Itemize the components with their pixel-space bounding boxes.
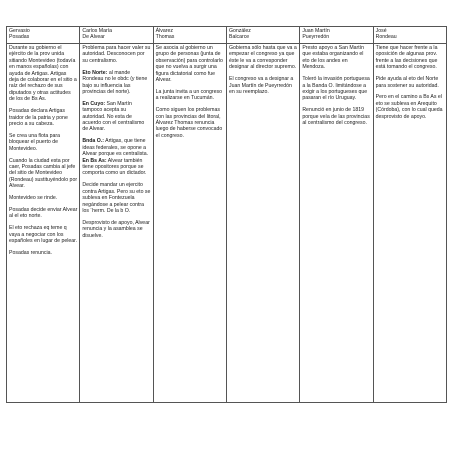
header-cell-alvarez-thomas — [153, 27, 226, 44]
header-line: Thomas — [155, 34, 175, 41]
header-row — [7, 27, 447, 44]
paragraph: Posadas renuncia. — [9, 250, 52, 257]
paragraph: Decide mandar un ejercito contra Artigas. Pero su eto se subleva en Fontezuela negándose a pelear contra los ¨herm. De la b O. — [82, 182, 151, 214]
header-line: Álvarez — [155, 28, 173, 34]
paragraph-text: San Martín tampoco acepta su autoridad. No esta de acuerdo con el centralismo de Alvear. — [82, 100, 145, 133]
header-line: González — [228, 28, 251, 34]
paragraph: Cuando la ciudad esta por caer, Posadas cambia al jefe del sitio de Montevideo (Rondeau) sustituyéndolo por Alvear. — [9, 157, 78, 190]
content-row — [7, 44, 447, 403]
header-line: Gervasio — [9, 28, 30, 34]
paragraph: La junta invita a un congreso a realizarse en Tucumán. — [155, 88, 222, 102]
header-line: Balcarce — [228, 34, 250, 41]
header-line: Juan Martín — [302, 28, 330, 34]
header-cell-posadas — [7, 27, 80, 44]
content-cell-alvarez-thomas — [153, 44, 226, 403]
paragraph-label: En Bs As: — [82, 157, 107, 164]
paragraph — [82, 101, 150, 133]
header-line: Posadas — [9, 34, 30, 41]
paragraph: Pide ayuda al eto del Norte para sostener su autoridad. — [375, 76, 439, 89]
content-cell-balcarce — [226, 44, 299, 403]
paragraph: Montevideo se rinde. — [9, 195, 58, 202]
header-cell-rondeau — [373, 27, 446, 44]
paragraph: Gobierna sólo hasta que va a empezar el congreso ya que éste le va a corresponder designar al director supremo. — [228, 45, 297, 71]
paragraph: Desprovisto de apoyo, Alvear renuncia y la asamblea se disuelve. — [82, 219, 150, 239]
paragraph: Toleró la invasión portuguesa a la Banda O. limitándose a exigir a los portugueses que pasaran el río Uruguay. — [302, 76, 370, 102]
paragraph: El eto rechaza eq teme q vaya a negociar con los españoles en lugar de pelear. — [9, 225, 78, 245]
paragraph-label: En Cuyo: — [82, 100, 106, 107]
paragraph — [82, 158, 150, 177]
paragraph: El congreso va a designar a Juan Martín de Pueyrredón en su reemplazo. — [228, 76, 294, 95]
paragraph: Posadas decide enviar Alvear al el eto norte. — [9, 207, 78, 220]
paragraph-text: Alvear también tiene opositores porque se comporta como un dictador. — [82, 157, 147, 177]
content-cell-pueyrredon — [300, 44, 373, 403]
header-line: Carlos María — [82, 28, 113, 34]
paragraph-text: al mande Rondeau no le obdc (y tiene bajo su influencia las provincias del norte). — [82, 69, 148, 95]
paragraph: Tiene que hacer frente a la oposición de algunas prov. frente a las decisiones que está tomando el congreso. — [375, 45, 438, 71]
paragraph: Presto apoyo a San Martín que estaba organizando el eto de los andes en Mendoza. — [302, 45, 365, 71]
paragraph: Durante su gobierno el ejército de la prov unida sitiando Montevideo (todavía en manos españolas) con ayuda de Artigas. Artigas deja de colaborar en el sitio a raíz del rechazo de sus diputados y otras actitudes de los de Bs As. — [9, 45, 77, 103]
header-line: José — [375, 28, 387, 34]
paragraph — [82, 70, 150, 96]
paragraph-label: Eto Norte: — [82, 69, 108, 76]
content-cell-alvear — [80, 44, 153, 403]
header-cell-balcarce — [226, 27, 299, 44]
content-cell-rondeau — [373, 44, 446, 403]
paragraph — [82, 138, 150, 157]
paragraph: Como siguen los problemas con las provincias del litoral, Álvarez Thomas renuncia luego de haberse convocado el congreso. — [155, 107, 223, 139]
header-line: Pueyrredón — [302, 34, 330, 41]
paragraph: Se asocia al gobierno un grupo de personas (junta de observación) para controlarlo que no vuelva a surgir una figura dictatorial como fue Alvear. — [155, 45, 223, 84]
header-line: De Alvear — [82, 34, 105, 41]
content-cell-posadas — [7, 44, 80, 403]
governors-table — [6, 26, 447, 403]
paragraph-label: Bnda O.: — [82, 138, 104, 145]
paragraph-text: Artigas, que tiene ideas federales, se opone a Alvear porque es centralista. — [82, 138, 149, 158]
header-line: Rondeau — [375, 34, 397, 41]
paragraph: Problema para hacer valer su autoridad. Desconocen por su centralismo. — [82, 45, 151, 64]
header-cell-pueyrredon — [300, 27, 373, 44]
paragraph: Renunció en junio de 1819 porque veía de las provincias al centralismo del congreso. — [302, 107, 370, 127]
header-cell-alvear — [80, 27, 153, 44]
paragraph: Pero en el camino a Bs As el eto se subleva en Arequito (Córdoba), con lo cual queda desprovisto de apoyo. — [375, 94, 443, 120]
paragraph: Se crea una flota para bloquear el puerto de Montevideo. — [9, 132, 61, 152]
paragraph: Posadas declara Artigas traidor de la patria y pone precio a su cabeza. — [9, 108, 68, 127]
